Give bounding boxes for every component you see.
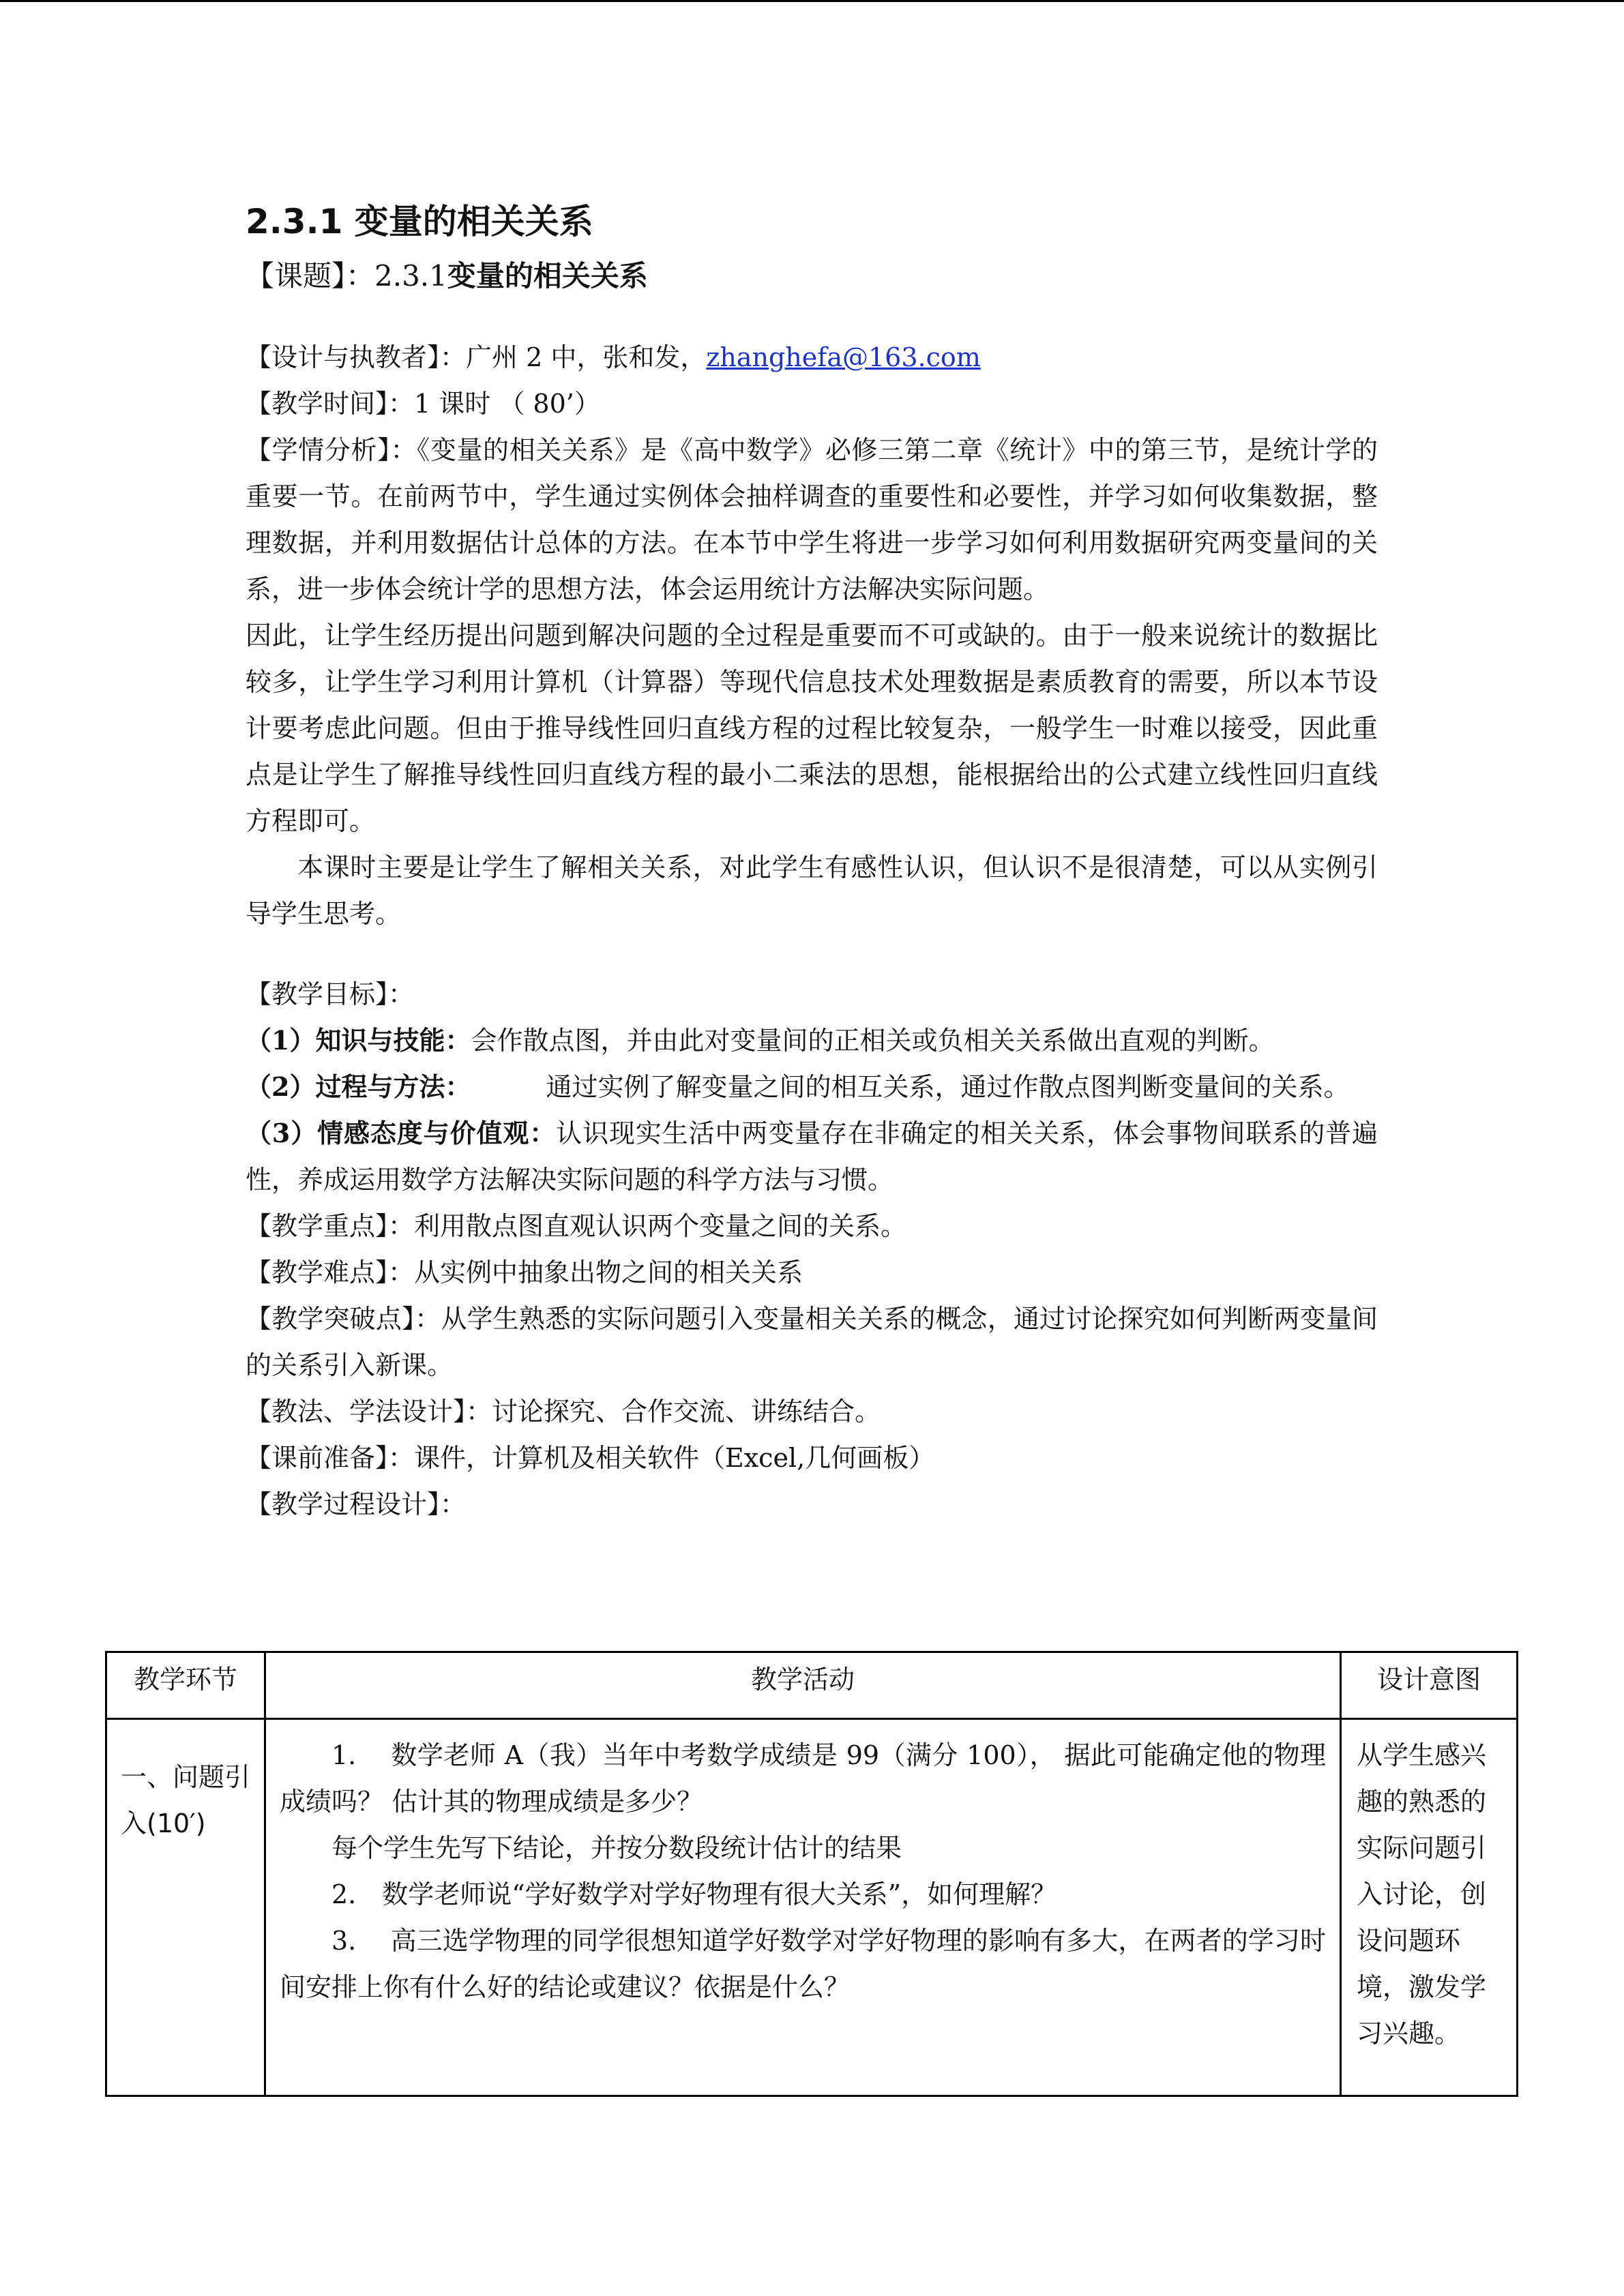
- process-heading: 【教学过程设计】：: [246, 1489, 467, 1519]
- method-label: 【教法、学法设计】：: [246, 1397, 492, 1427]
- table-row: [106, 1719, 1518, 2096]
- analysis-paragraph: [246, 427, 1378, 612]
- activity-item-4: 3. 高三选学物理的同学很想知道学好数学对学好物理的影响有多大，在两者的学习时间安排上你有什么好的结论或建议？依据是什么？: [280, 1926, 1326, 2002]
- stage-cell: 一、问题引入(10′): [106, 1719, 265, 2096]
- topic-line: [246, 252, 1378, 300]
- goal-3-text: 认识现实生活中两变量存在非确定的相关关系，体会事物间联系的普遍性，养成运用数学方法解决实际问题的科学方法与习惯。: [246, 1118, 1378, 1195]
- topic-bold: 变量的相关关系: [447, 259, 648, 293]
- page-title: 2.3.1 变量的相关关系: [246, 202, 593, 241]
- activity-cell: [265, 1719, 1341, 2096]
- activity-item-3: 2. 数学老师说“学好数学对学好物理有很大关系”，如何理解？: [331, 1879, 1057, 1909]
- topic-value: 2.3.1: [374, 259, 447, 293]
- difficulty-label: 【教学难点】：: [246, 1257, 415, 1287]
- topic-label: 【课题】：: [246, 259, 375, 293]
- key-label: 【教学重点】：: [246, 1211, 415, 1241]
- designer-line: [246, 334, 1378, 381]
- goal-1-text: 会作散点图，并由此对变量间的正相关或负相关关系做出直观的判断。: [471, 1026, 1275, 1056]
- prep-value: 课件，计算机及相关软件（Excel,几何画板）: [414, 1443, 935, 1473]
- document-body: [246, 198, 1378, 1527]
- method-line: [246, 1388, 1378, 1435]
- analysis-label: 【学情分析】：: [246, 435, 417, 465]
- method-value: 讨论探究、合作交流、讲练结合。: [492, 1397, 881, 1427]
- goal-3-label: （3）情感态度与价值观：: [246, 1118, 557, 1148]
- key-value: 利用散点图直观认识两个变量之间的关系。: [414, 1211, 907, 1241]
- analysis-value: 《变量的相关关系》是《高中数学》必修三第二章《统计》中的第三节，是统计学的重要一节。在前两节中，学生通过实例体会抽样调查的重要性和必要性，并学习如何收集数据，整理数据，并利用数据估计总体的方法。在本节中学生将进一步学习如何利用数据研究两变量间的关系，进一步体会统计学的思想方法，体会运用统计方法解决实际问题。: [246, 435, 1378, 604]
- header-stage: 教学环节: [106, 1652, 265, 1719]
- key-point-line: [246, 1203, 1378, 1249]
- header-purpose: 设计意图: [1341, 1652, 1518, 1719]
- time-label: 【教学时间】：: [246, 389, 415, 419]
- page-top-border: [0, 0, 1624, 2]
- purpose-cell: 从学生感兴趣的熟悉的实际问题引入讨论，创设问题环境，激发学习兴趣。: [1341, 1719, 1518, 2096]
- activity-item-1: 1. 数学老师 A（我）当年中考数学成绩是 99（满分 100）， 据此可能确定他的物理成绩吗？ 估计其的物理成绩是多少？: [280, 1740, 1326, 1817]
- activity-item-2: 每个学生先写下结论，并按分数段统计估计的结果: [331, 1833, 902, 1863]
- goal-1-label: （1）知识与技能：: [246, 1025, 471, 1056]
- spacer: [246, 937, 1378, 971]
- designer-label: 【设计与执教者】：: [246, 342, 467, 372]
- table-header-row: [106, 1652, 1518, 1719]
- difficulty-value: 从实例中抽象出物之间的相关关系: [414, 1257, 803, 1287]
- goal-1: [246, 1017, 1378, 1064]
- header-activity: 教学活动: [265, 1652, 1341, 1719]
- breakthrough-label: 【教学突破点】：: [246, 1304, 441, 1334]
- goal-2: [246, 1064, 1378, 1110]
- goal-3: [246, 1110, 1378, 1203]
- spacer: [246, 300, 1378, 334]
- designer-value: 广州 2 中，张和发，: [466, 342, 707, 372]
- time-value: 1 课时 （ 80’）: [414, 389, 600, 419]
- email-link[interactable]: zhanghefa@163.com: [706, 342, 981, 372]
- time-line: [246, 381, 1378, 427]
- prep-line: [246, 1435, 1378, 1481]
- goals-heading: 【教学目标】：: [246, 979, 415, 1009]
- goal-2-label: （2）过程与方法：: [246, 1071, 471, 1102]
- breakthrough-line: [246, 1296, 1378, 1388]
- analysis-paragraph-2: 因此，让学生经历提出问题到解决问题的全过程是重要而不可或缺的。由于一般来说统计的数据比较多，让学生学习利用计算机（计算器）等现代信息技术处理数据是素质教育的需要，所以本节设计要考虑此问题。但由于推导线性回归直线方程的过程比较复杂，一般学生一时难以接受，因此重点是让学生了解推导线性回归直线方程的最小二乘法的思想，能根据给出的公式建立线性回归直线方程即可。: [246, 621, 1378, 836]
- goal-2-text: 通过实例了解变量之间的相互关系，通过作散点图判断变量间的关系。: [546, 1072, 1350, 1102]
- analysis-paragraph-3: 本课时主要是让学生了解相关关系，对此学生有感性认识，但认识不是很清楚，可以从实例引导学生思考。: [246, 852, 1378, 929]
- prep-label: 【课前准备】：: [246, 1443, 415, 1473]
- difficulty-line: [246, 1249, 1378, 1296]
- teaching-process-table: [105, 1651, 1518, 2097]
- breakthrough-value: 从学生熟悉的实际问题引入变量相关关系的概念，通过讨论探究如何判断两变量间的关系引入新课。: [246, 1304, 1378, 1380]
